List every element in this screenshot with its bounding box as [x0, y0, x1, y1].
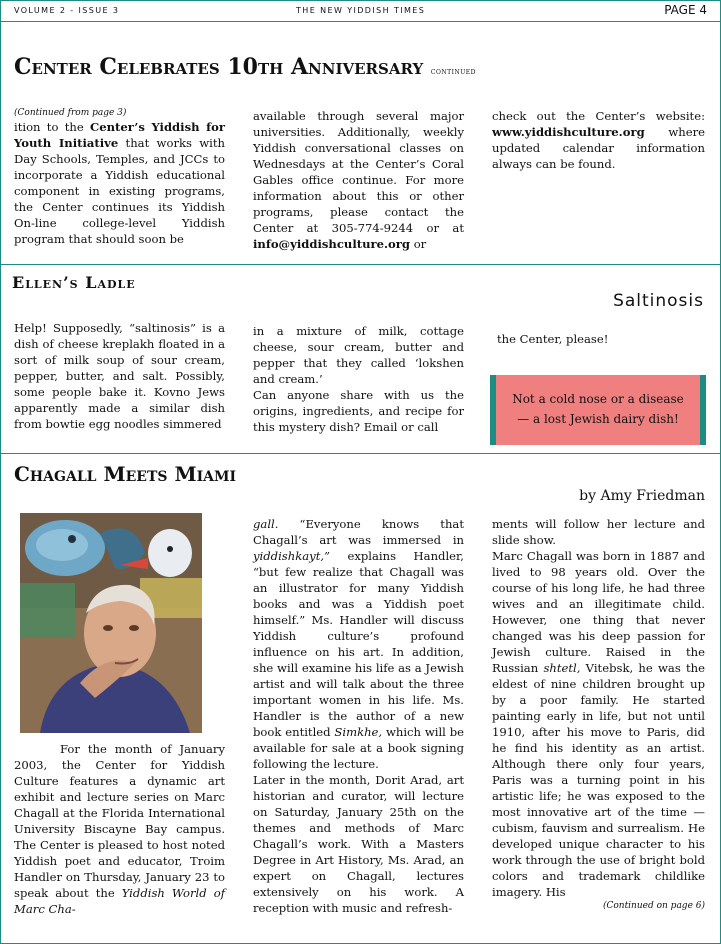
article3-col1	[14, 741, 225, 917]
article3-text: Vitebsk, he was the eldest of nine children brought up by a poor family. He started painting early in life, but not until 1910, after his move to Paris, did he find his identity as an artist. Although there only four years, Paris was a turning point in his artistic life; he was exposed to the most innovative art of the time — cubism, fauvism and surrealism. He developed unique character to his work through the use of bright bold colors and trademark childlike imagery. His	[492, 661, 705, 899]
article3-text: “Everyone knows that Chagall’s art was immersed in	[253, 517, 464, 547]
article2-text: Help! Supposedly, “saltinosis” is a dish of cheese kreplakh floated in a sort of milk soup of sour cream, pepper, butter, and salt. Possibly, some people bake it. Kovno Jews apparently made a similar dish from bowtie egg noodles simmered	[14, 321, 225, 431]
article1-col1	[14, 108, 225, 247]
article1-text: available through several major universities. Additionally, weekly Yiddish conversational classes on Wednesdays at the Center’s Coral Gables office continue. For more information about this or other programs, please contact the Center at 305-774-9244 or at	[253, 109, 464, 235]
issue-label: VOLUME 2 - ISSUE 3	[14, 6, 120, 15]
article1-text: that works with Day Schools, Temples, and JCCs to incorporate a Yiddish educational component in existing programs, the Center continues its Yiddish On-line college-level Yiddish program that should soon be	[14, 136, 226, 246]
yiddish-term: shtetl,	[543, 661, 581, 675]
byline: by Amy Friedman	[579, 488, 705, 504]
article3-text: explains Handler, “but few realize that Chagall was an illustrator for many Yiddish books and was a Yiddish poet himself.” Ms. Handler will discuss Yiddish culture’s profound influence on his art. In addition, she will examine his life as a Jewish artist and will talk about the three important women in his life. Ms. Handler is the author of a new book entitled	[253, 549, 464, 739]
article1-text: where updated calendar information always can be found.	[492, 125, 705, 171]
chagall-portrait-image	[20, 513, 202, 733]
article2-col1	[14, 320, 225, 432]
article2-text: the Center, please!	[497, 332, 609, 346]
email-link[interactable]: info@yiddishculture.org	[253, 237, 411, 251]
section-divider	[0, 264, 721, 265]
section-divider	[0, 453, 721, 454]
saltinosis-subtitle: Saltinosis	[613, 291, 704, 311]
article3-col2	[253, 516, 464, 916]
article3-text: Later in the month, Dorit Arad, art historian and curator, will lecture on Saturday, January 25th on the themes and methods of Marc Chagall’s work. With a Masters Degree in Art History, Ms. Arad, an expert on Chagall, lectures extensively on his work. A reception with music and refresh-	[253, 773, 464, 915]
book-title: Simkhe,	[334, 725, 383, 739]
continued-from-note: (Continued from page 3)	[14, 108, 127, 118]
article3-headline: Chagall Meets Miami	[14, 462, 237, 486]
article2-text: Can anyone share with us the origins, ingredients, and recipe for this mystery dish? Email or call	[253, 388, 464, 434]
page-number: PAGE 4	[664, 3, 707, 17]
youth-initiative-name: Center’s Yiddish for Youth Initiative	[14, 120, 225, 150]
header-rule	[0, 21, 721, 22]
callout-line: — a lost Jewish dairy dish!	[517, 412, 679, 426]
article2-col3	[497, 331, 702, 347]
saltinosis-callout	[490, 375, 706, 445]
article3-text: Marc Chagall was born in 1887 and lived to 98 years old. Over the course of his long life, he had three wives and an illegitimate child. However, one thing that never changed was his deep passion for Jewish culture. Raised in the Russian	[492, 549, 705, 675]
article1-text: ition to the	[14, 120, 90, 134]
paper-name: THE NEW YIDDISH TIMES	[296, 6, 426, 15]
book-title: Yiddish World of Marc Cha-	[14, 886, 225, 916]
book-title: gall.	[253, 517, 279, 531]
yiddish-term: yiddishkayt,”	[253, 549, 330, 563]
article1-col3	[492, 108, 705, 172]
article2-col2	[253, 323, 464, 435]
callout-line: Not a cold nose or a disease	[512, 392, 684, 406]
article2-text: in a mixture of milk, cottage cheese, sour cream, butter and pepper that they called ‘lokshen and cream.’	[253, 324, 464, 386]
article1-col2	[253, 108, 464, 252]
continued-tag: continued	[430, 67, 476, 77]
continued-on-note: (Continued on page 6)	[602, 901, 705, 911]
website-link[interactable]: www.yiddishculture.org	[492, 125, 645, 139]
chagall-photo	[20, 513, 202, 733]
article3-col3	[492, 516, 705, 912]
article1-text: or	[410, 237, 427, 251]
ellens-ladle-title: Ellen’s Ladle	[12, 273, 136, 292]
article3-text: which will be available for sale at a book signing following the lecture.	[253, 725, 464, 771]
article3-text: ments will follow her lecture and slide show.	[492, 517, 705, 547]
article1-title: Center Celebrates 10th Anniversary	[14, 54, 424, 80]
article1-text: check out the Center’s website:	[492, 109, 705, 123]
article1-headline	[14, 54, 476, 80]
article3-text: For the month of January 2003, the Center for Yiddish Culture features a dynamic art exhibit and lecture series on Marc Chagall at the Florida International University Biscayne Bay campus. The Center is pleased to host noted Yiddish poet and educator, Troim Handler on Thursday, January 23 to speak about the	[14, 742, 225, 900]
